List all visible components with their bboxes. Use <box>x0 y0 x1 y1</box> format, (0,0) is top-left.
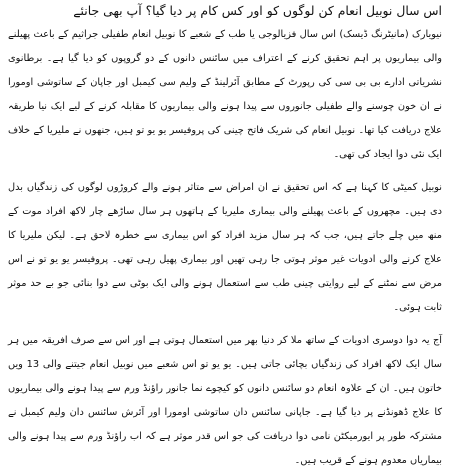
article-paragraph-3: آج یہ دوا دوسری ادویات کے ساتھ ملا کر دنیا بھر میں استعمال ہوتی ہے اور اس سے صرف افریقہ میں ہر سال ایک لاکھ افراد کی زندگیاں بچائی جاتی ہیں۔ یو یو تو اس شعبے میں نوبیل انعام جیتنے والی 13 ویں خاتون ہیں۔ ان کے علاوہ انعام دو سائنس دانوں کو کیچوے نما جانور راؤنڈ ورم سے پیدا ہونے والی بیماریوں کا علاج ڈھونڈنے پر دیا گیا ہے۔ جاپانی سائنس دان ساتوشی اومورا اور آئرش سائنس دان ولیم کیمبل نے مشترکہ طور پر ایورمیکٹن نامی دوا دریافت کی جو اس قدر موثر ہے کہ اب راؤنڈ ورم سے پیدا ہونے والی بیماریاں معدوم ہونے کے قریب ہیں۔ <box>8 335 442 466</box>
article-paragraph-2: نوبیل کمیٹی کا کہنا ہے کہ اس تحقیق نے ان امراض سے متاثر ہونے والے کروڑوں لوگوں کی زندگیاں بدل دی ہیں۔ مچھروں کے باعث پھیلنے والی بیماری ملیریا کے ہاتھوں ہر سال ساڑھے چار لاکھ افراد موت کے منھ میں چلے جاتے ہیں، جب کہ ہر سال مزید افراد کو اس بیماری سے خطرہ لاحق ہے۔ لیکن ملیریا کا علاج کرنے والی ادویات غیر موثر ہوتی جا رہی تھیں اور بیماری پھیل رہی تھی۔ پروفیسر یو یو تو نے اس مرض سے نمٹنے کے لیے روایتی چینی طب سے استعمال ہونے والی ایک بوٹی سے دوا بنائی جو بے حد موثر ثابت ہوئی۔ <box>8 182 442 313</box>
article-paragraph-1: نیویارک (مانیٹرنگ ڈیسک) اس سال فزیالوجی یا طب کے شعبے کا نوبیل انعام طفیلی جراثیم کے باعث پھیلنے والی بیماریوں پر اہم تحقیق کرنے کے اعتراف میں سائنس دانوں کے دو گروپوں کو دیا گیا ہے۔ برطانوی نشریاتی ادارے بی بی سی کی رپورٹ کے مطابق آئرلینڈ کے ولیم سی کیمبل اور جاپان کے ساتوشی اومورا نے ان خون چوسنے والے طفیلی جانوروں سے پیدا ہونے والی بیماریوں کا مقابلہ کرنے کے لیے ایک نیا طریقہ علاج دریافت کیا تھا۔ نوبیل انعام کی شریک فاتح چینی کی پروفیسر یو یو تو ہیں، جنھوں نے ملیریا کے خلاف ایک نئی دوا ایجاد کی تھی۔ <box>8 29 442 160</box>
article-headline: اس سال نوبیل انعام کن لوگوں کو اور کس کام پر دیا گیا؟ آپ بھی جانئے <box>73 3 442 18</box>
